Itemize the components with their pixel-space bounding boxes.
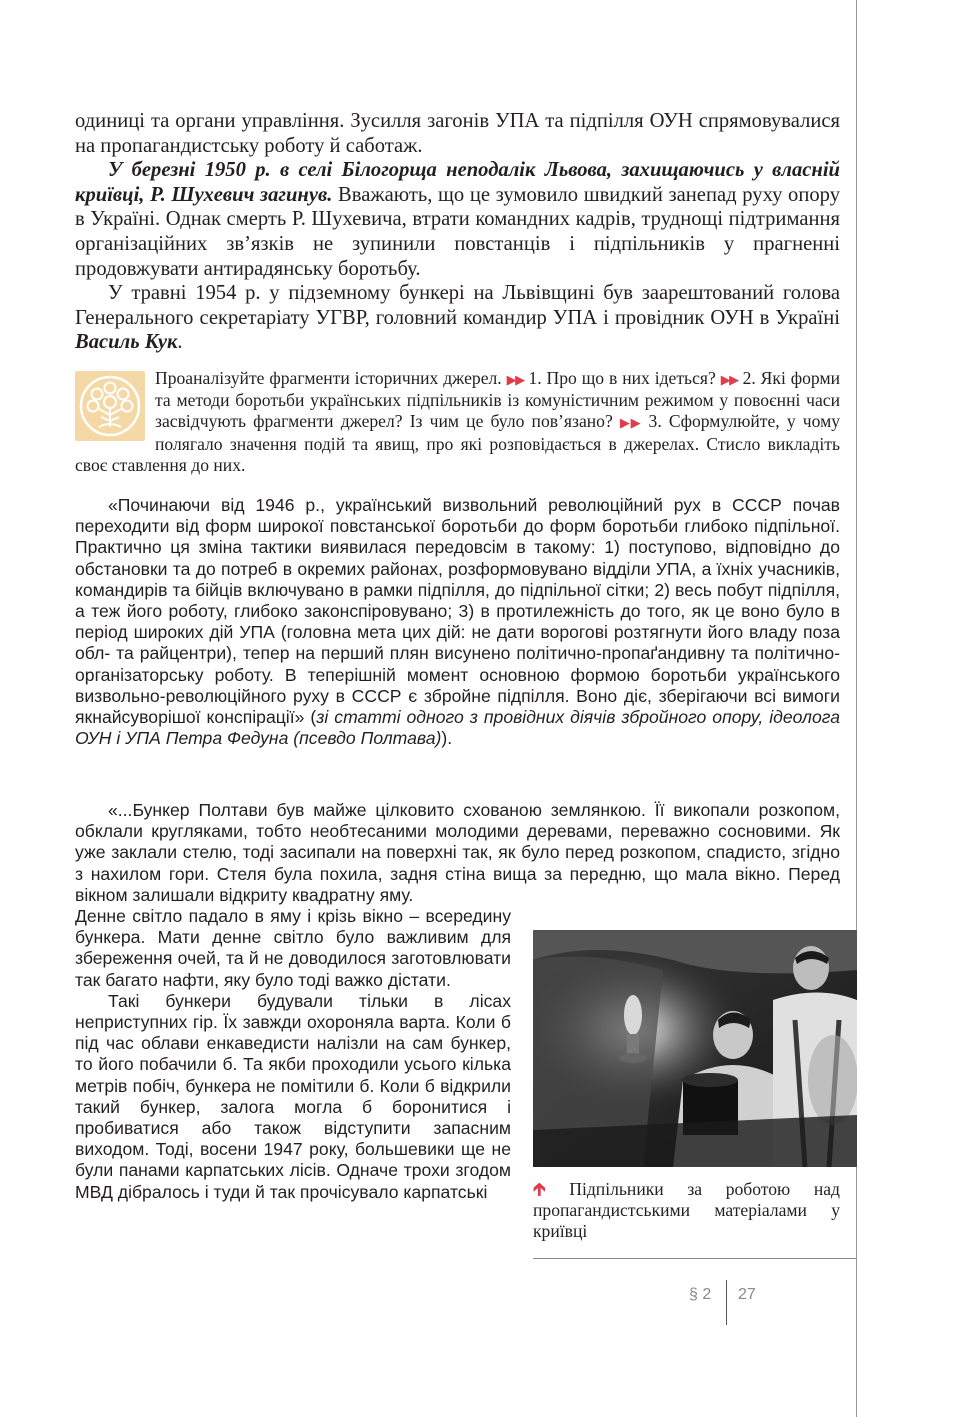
arrow-icon: ▶▶: [720, 372, 738, 387]
footer-divider: [726, 1280, 727, 1325]
tree-of-knowledge-icon: [75, 371, 145, 441]
paragraph-3: [75, 281, 840, 355]
arrow-icon: ▶▶: [506, 372, 524, 387]
photo-caption: [533, 1179, 840, 1243]
source-2: [75, 800, 840, 906]
source-2-paragraph-2: Такі бункери будували тільки в лісах неприступних гір. Їх завжди охороняла варта. Коли б під час облави енкаведисти налізли на сам бункер, то його побачили б. Та якби проходили усього кілька метрів побіч, бункера не помітили б. Коли б відкрили такий бункер, залога могла б боронитися і пробиватися або також відступити запасним виходом. Тоді, восени 1947 року, большевики ще не були панами карпатських лісів. Одначе трохи згодом МВД дібралось і туди й так прочісувало карпатські: [75, 990, 511, 1202]
task-intro: Проаналізуйте фрагменти історичних джерел.: [155, 368, 507, 388]
page-edge-rule: [856, 0, 857, 1417]
paragraph-2: [75, 158, 840, 281]
paragraph-3-end: .: [177, 331, 183, 354]
paragraph-2-emphasis: У березні 1950 р. в селі Білогорща неподалік Львова, захищаючись у власній криївці, Р. Шухевич загинув.: [75, 159, 840, 206]
source-1: [75, 495, 840, 749]
paragraph-3-text: У травні 1954 р. у підземному бункері на Львівщині був заарештований голова Генерального секретаріату УГВР, головний командир УПА і провідник ОУН в Україні: [75, 282, 840, 329]
historical-photo: [533, 930, 857, 1167]
source-1-attribution: зі статті одного з провідних діячів збройного опору, ідеолога ОУН і УПА Петра Федуна (псевдо Полтава): [75, 707, 840, 749]
photo-caption-text: Підпільники за роботою над пропагандистськими матеріалами у криївці: [533, 1179, 840, 1242]
paragraph-3-name: Василь Кук: [75, 331, 178, 354]
source-2-paragraph-1: Денне світло падало в яму і крізь вікно – всередину бункера. Мати денне світло було важливим для збереження очей, та й не доводилося заготовлювати так багато нафти, яку було тоді важко дістати.: [75, 906, 511, 990]
source-2-intro: «...Бункер Полтави був майже цілковито схованою землянкою. Її викопали розкопом, обклали кругляками, тобто необтесаними молодими деревами, переважно сосновими. Як уже заклали стелю, тоді засипали на поверхні так, як було перед розкопом, спадисто, згідно з нахилом гори. Стеля була похила, задня стіна вища за передню, що мала вікно. Перед вікном залишали відкриту квадратну яму.: [75, 800, 840, 905]
caption-divider: [533, 1258, 857, 1259]
page-number: 27: [738, 1286, 756, 1303]
source-1-end: ).: [441, 728, 453, 749]
arrow-icon: ▶▶: [619, 415, 642, 431]
source-1-text: [75, 495, 840, 749]
paragraph-1: одиниці та органи управління. Зусилля загонів УПА та підпілля ОУН спрямовувалися на пропагандистську роботу й саботаж.: [75, 110, 840, 157]
body-text: [75, 109, 840, 355]
source-2-column: [75, 906, 511, 1203]
up-arrow-icon: 🡱: [533, 1179, 546, 1199]
task-question-1: 1. Про що в них ідеться?: [523, 368, 721, 388]
section-number: § 2: [689, 1286, 712, 1303]
source-1-quote: «Починаючи від 1946 р., український визвольний революційний рух в СССР почав переходити від форм широкої повстанської боротьби до форм боротьби глибоко підпільної. Практично ця зміна тактики виявилася передовсім в такому: 1) поступово, відповідно до обстановки та до потреб в окремих районах, розформовувано відділи УПА, а їхніх учасників, командирів та бійців включувано в рамки підпілля, до підпільної сітки; 2) весь побут підпілля, а теж його роботу, глибоко законспіровувано; 3) в протилежність до того, як це воно було в період широких дій УПА (головна мета цих дій: не дати ворогові розтягнути його владу поза обл- та райцентри), тепер на перший плян висунено політично-пропаґандивну та політично-організаторську роботу. В теперішній момент основною формою боротьби українського визвольно-революційного руху в СССР є збройне підпілля. Воно діє, зберігаючи всі вимоги якнайсуворішої конспірації» (: [75, 495, 840, 728]
paragraph-2-text: Вважають, що це зумовило швидкий занепад руху опору в Україні. Однак смерть Р. Шухевича, втрати командних кадрів, труднощі підтримання організаційних зв’язків не зупинили повстанців і підпільників у прагненні продовжувати антирадянську боротьбу.: [75, 183, 840, 280]
task-question-2: 2. Які форми та методи боротьби українських підпільників із комуністичним режимом у повоєнні часи засвідчують фрагменти джерел? Із чим це було пов’язано?: [155, 368, 841, 432]
task-question-3: 3. Сформулюйте, у чому полягало значення подій та явищ, про які розповідається в джерелах. Стисло викладіть своє ставлення до них.: [75, 411, 840, 475]
task-block: [75, 368, 840, 476]
